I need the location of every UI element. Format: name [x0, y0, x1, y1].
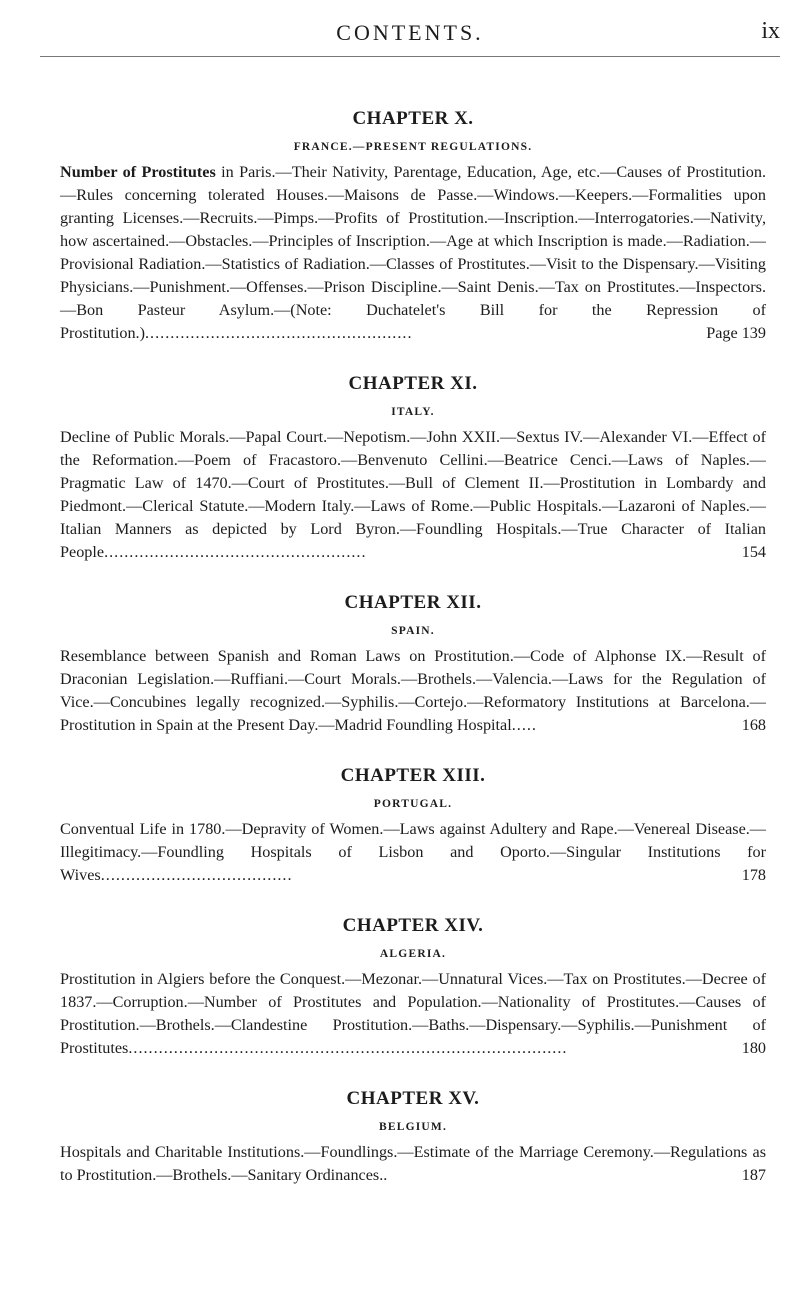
chapter-subheading: FRANCE.—PRESENT REGULATIONS. — [293, 141, 533, 153]
summary-text: Resemblance between Spanish and Roman Laws on Prostitution.—Code of Alphonse IX.—Result of Draconian Legislation.—Ruffiani.—Court Morals.—Brothels.—Valencia.—Laws for the Regulation of Vice.—Concubines legally recognized.—Syphilis.—Cortejo.—Reformatory Institutions at Barcelona.—Prostitution in Spain at the Present Day.—Madrid Foundling Hospital — [60, 647, 766, 734]
dot-leader: . — [383, 1166, 389, 1184]
page-reference: Page 139 — [702, 322, 766, 345]
running-head — [40, 16, 780, 52]
chapter-heading: CHAPTER XIII. — [340, 765, 486, 786]
chapter-subheading: PORTUGAL. — [373, 798, 453, 810]
summary-lead: Number of Prostitutes — [60, 163, 216, 181]
chapter-heading: CHAPTER XV. — [346, 1088, 480, 1109]
summary-text: Conventual Life in 1780.—Depravity of Women.—Laws against Adultery and Rape.—Venereal Disease.—Illegitimacy.—Foundling Hospitals of Lisbon and Oporto.—Singular Institutions for Wives — [60, 820, 766, 884]
page-number: ix — [761, 18, 780, 44]
chapter-summary — [60, 1141, 766, 1187]
chapter-xiv — [60, 915, 766, 1060]
chapter-summary — [60, 645, 766, 737]
dot-leader: ..................................................... — [145, 324, 413, 342]
chapter-subheading: BELGIUM. — [378, 1121, 448, 1133]
chapter-subheading: SPAIN. — [391, 625, 435, 637]
chapter-xii — [60, 592, 766, 737]
chapter-subheading: ALGERIA. — [379, 948, 447, 960]
summary-text: Prostitution in Algiers before the Conquest.—Mezonar.—Unnatural Vices.—Tax on Prostitutes.—Decree of 1837.—Corruption.—Number of Prostitutes and Population.—Nationality of Prostitutes.—Causes of Prostitution.—Brothels.—Clandestine Prostitution.—Baths.—Dispensary.—Syphilis.—Punishment of Prostitutes — [60, 970, 766, 1057]
chapter-heading: CHAPTER XII. — [344, 592, 482, 613]
summary-text: Decline of Public Morals.—Papal Court.—Nepotism.—John XXII.—Sextus IV.—Alexander VI.—Effect of the Reformation.—Poem of Fracastoro.—Benvenuto Cellini.—Beatrice Cenci.—Laws of Naples.—Pragmatic Law of 1470.—Court of Prostitutes.—Bull of Clement II.—Prostitution in Lombardy and Piedmont.—Clerical Statute.—Modern Italy.—Laws of Rome.—Public Hospitals.—Lazaroni of Naples.—Italian Manners as depicted by Lord Byron.—Foundling Hospitals.—True Character of Italian People — [60, 428, 766, 561]
chapter-subheading: ITALY. — [391, 406, 435, 418]
page-reference: 154 — [738, 541, 766, 564]
chapter-xiii — [60, 765, 766, 887]
dot-leader: ....................................................................................... — [128, 1039, 568, 1057]
chapter-xi — [60, 373, 766, 564]
dot-leader: ..... — [511, 716, 537, 734]
dot-leader: ...................................... — [100, 866, 293, 884]
chapter-x — [60, 108, 766, 345]
header-rule — [40, 56, 780, 57]
chapter-summary — [60, 426, 766, 564]
page-reference: 180 — [738, 1037, 766, 1060]
running-title: CONTENTS. — [336, 20, 484, 45]
chapter-xv — [60, 1088, 766, 1187]
chapter-summary — [60, 968, 766, 1060]
chapter-heading: CHAPTER XIV. — [342, 915, 484, 936]
page-reference: 187 — [738, 1164, 766, 1187]
chapter-summary — [60, 161, 766, 345]
chapter-summary — [60, 818, 766, 887]
summary-text: in Paris.—Their Nativity, Parentage, Education, Age, etc.—Causes of Prostitution.—Rules concerning tolerated Houses.—Maisons de Passe.—Windows.—Keepers.—Formalities upon granting Licenses.—Recruits.—Pimps.—Profits of Prostitution.—Inscription.—Interrogatories.—Nativity, how ascertained.—Obstacles.—Principles of Inscription.—Age at which Inscription is made.—Radiation.—Provisional Radiation.—Statistics of Radiation.—Classes of Prostitutes.—Visit to the Dispensary.—Visiting Physicians.—Punishment.—Offenses.—Prison Discipline.—Saint Denis.—Tax on Prostitutes.—Inspectors.—Bon Pasteur Asylum.—(Note: Duchatelet's Bill for the Repression of Prostitution.) — [60, 163, 766, 342]
chapter-heading: CHAPTER XI. — [348, 373, 478, 394]
summary-text: Hospitals and Charitable Institutions.—Foundlings.—Estimate of the Marriage Ceremony.—Regulations as to Prostitution.—Brothels.—Sanitary Ordinances. — [60, 1143, 766, 1184]
page-reference: 168 — [738, 714, 766, 737]
dot-leader: .................................................... — [104, 543, 367, 561]
contents-list — [60, 108, 766, 1187]
chapter-heading: CHAPTER X. — [352, 108, 474, 129]
page-reference: 178 — [738, 864, 766, 887]
